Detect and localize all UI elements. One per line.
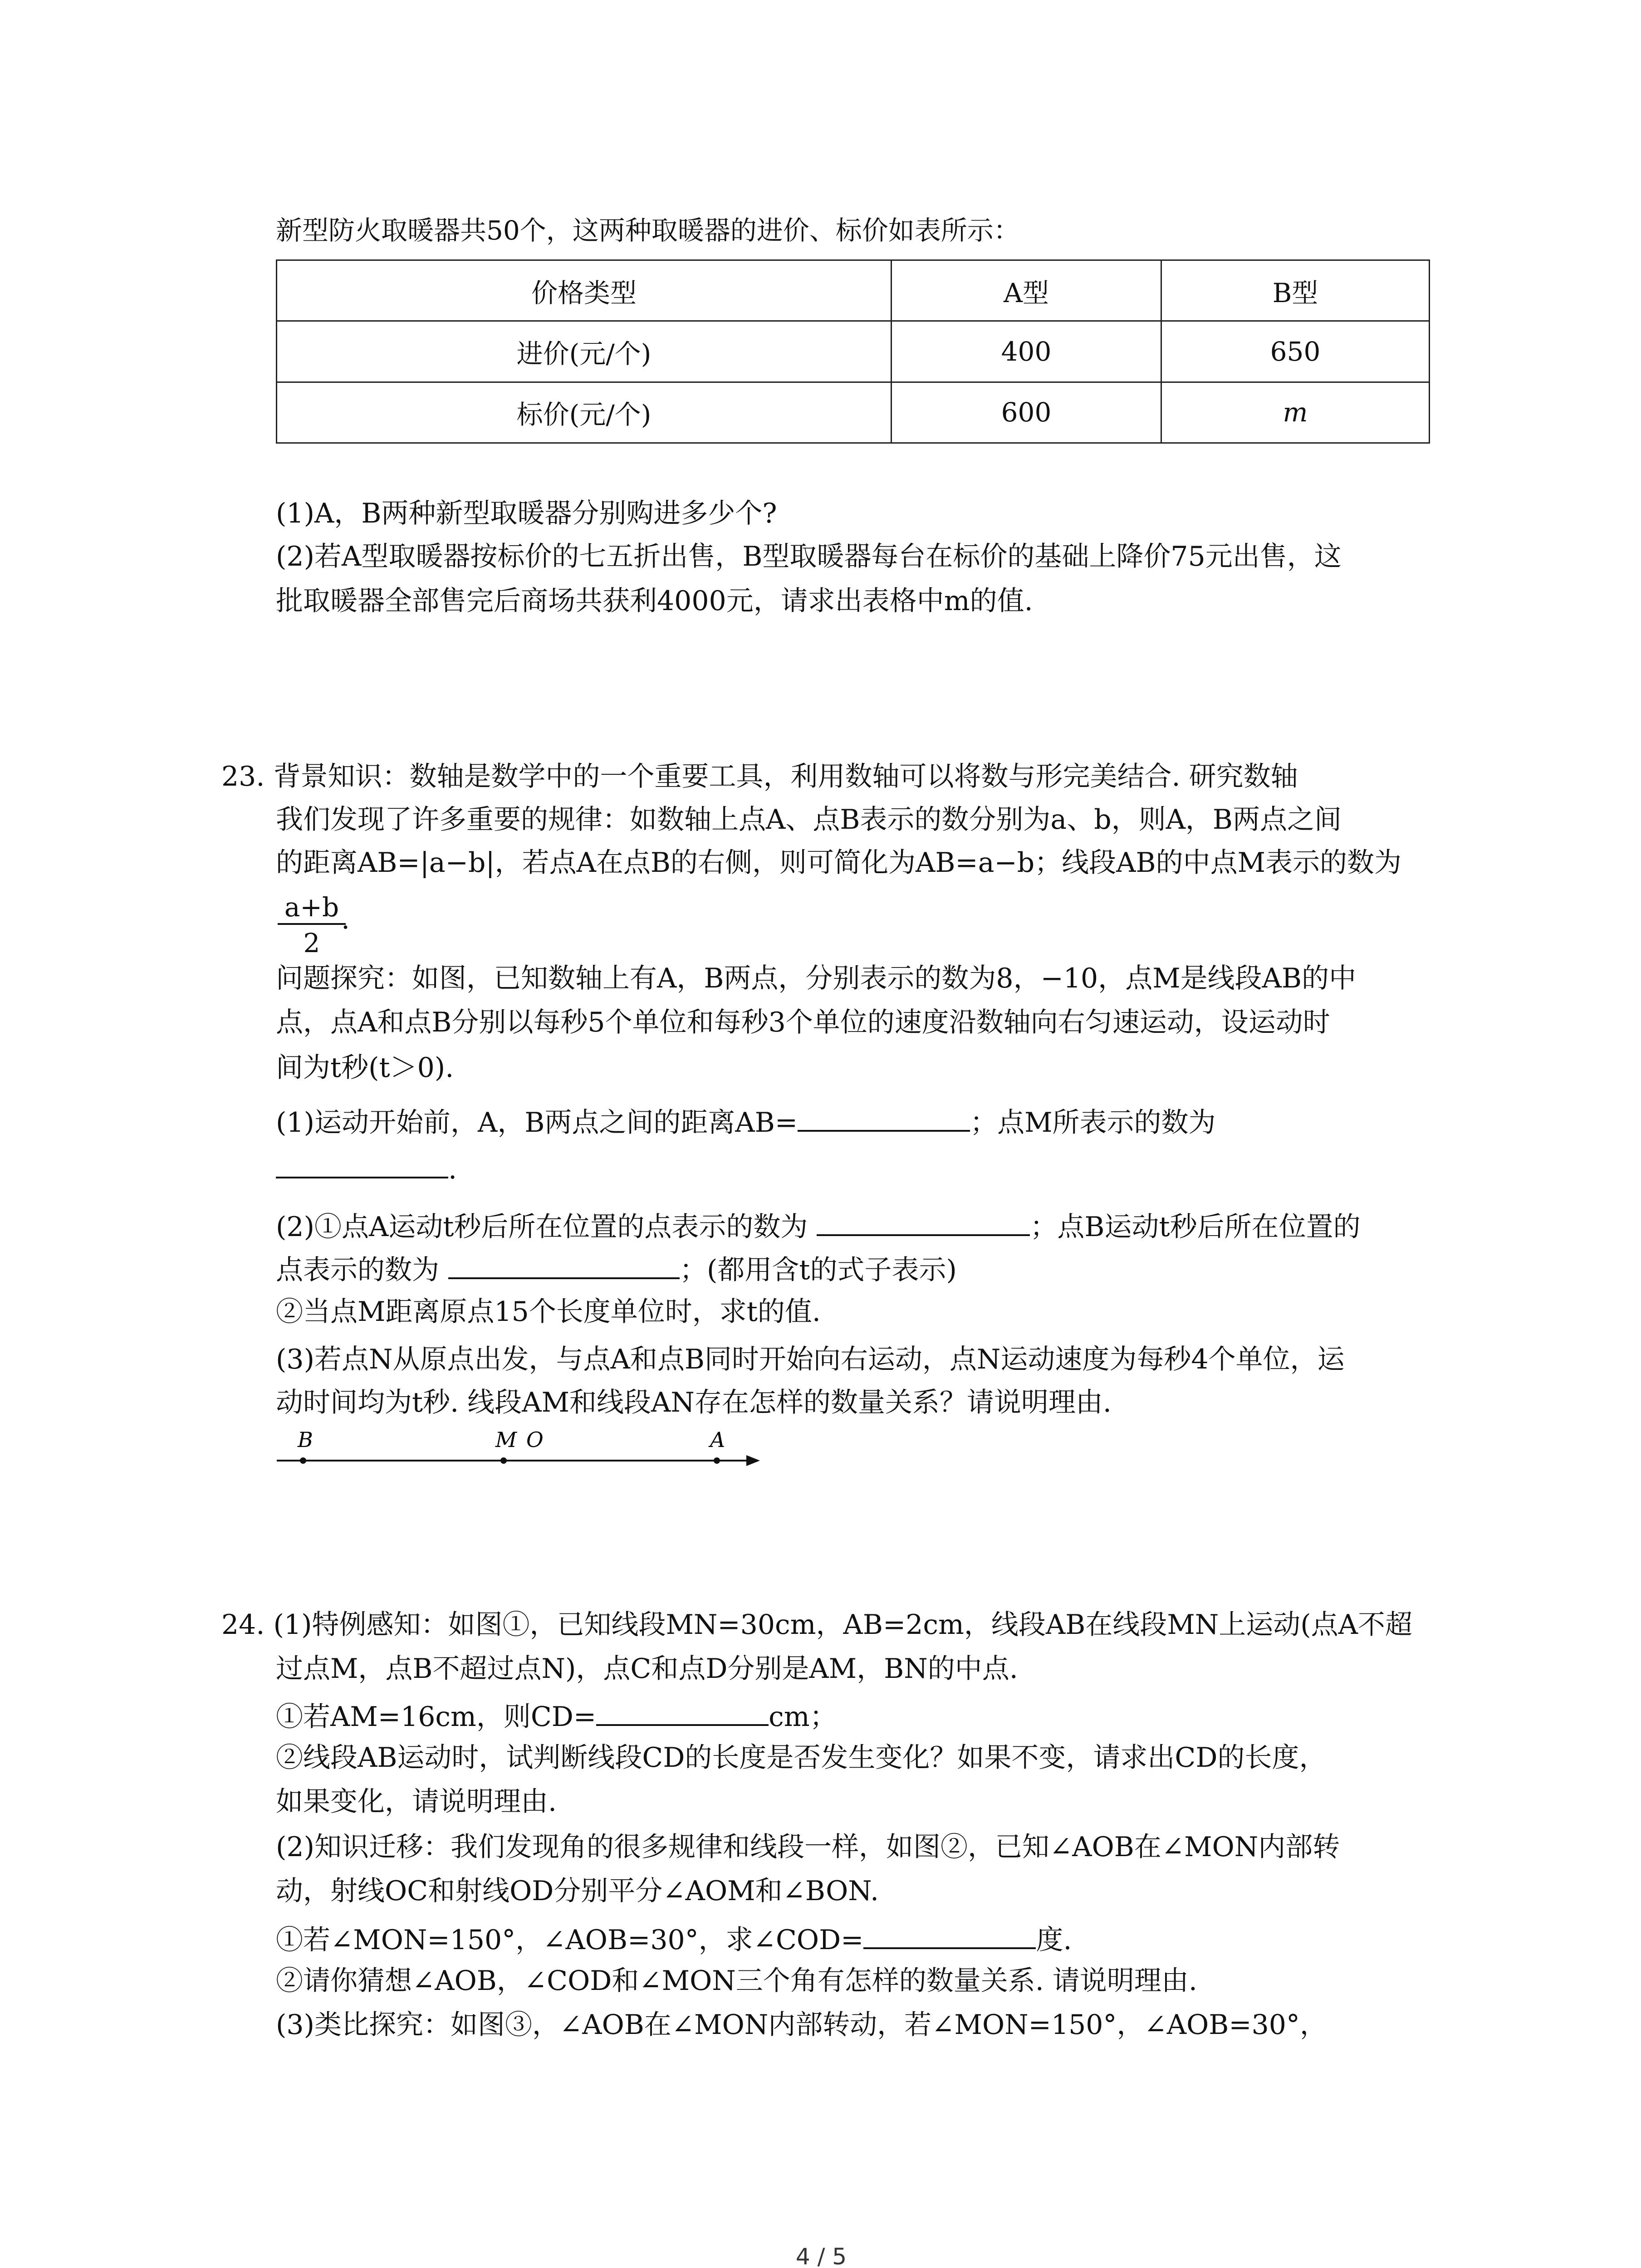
page-number: 4 / 5 [795,2244,847,2268]
q22-part2-line2: 批取暖器全部售完后商场共获利4000元，请求出表格中m的值. [276,585,1033,617]
table-cell: 650 [1161,321,1430,382]
answer-blank-a-pos[interactable] [817,1204,1030,1236]
answer-blank-cd[interactable] [596,1694,769,1726]
intro-line: 新型防火取暖器共50个，这两种取暖器的进价、标价如表所示： [276,215,1020,246]
q23-line7: 间为t秒(t＞0). [276,1052,454,1084]
midpoint-fraction [278,891,346,961]
sub1-text-b: ；点M所表示的数为 [970,1107,1216,1139]
q24-line8 [276,1917,1072,1959]
q24-line5: 如果变化，请说明理由. [276,1786,557,1818]
sub1-text-a: (1)运动开始前，A，B两点之间的距离AB= [276,1107,798,1139]
q23-sub2-cont [276,1247,957,1289]
label-m: M [495,1427,517,1452]
table-cell: 进价(元/个) [277,321,892,382]
table-row [277,321,1430,382]
table-header-cell: A型 [892,260,1161,321]
answer-blank-b-pos[interactable] [448,1247,680,1279]
fraction-denominator: 2 [303,928,320,958]
label-o: O [526,1427,544,1452]
q23-sub1 [276,1100,1216,1142]
q23-line6: 点，点A和点B分别以每秒5个单位和每秒3个单位的速度沿数轴向右匀速运动，设运动时 [276,1007,1330,1038]
q22-part1: (1)A，B两种新型取暖器分别购进多少个? [276,498,777,529]
q24-l8-text-b: 度. [1036,1924,1072,1956]
label-b: B [298,1427,313,1452]
table-row [277,382,1430,443]
point-a-dot [714,1457,720,1464]
sub2-text-c: 点表示的数为 [276,1254,439,1286]
q23-line3: 的距离AB=|a−b|，若点A在点B的右侧，则可简化为AB=a−b；线段AB的中点M表示的数为 [276,847,1402,879]
answer-blank-cod[interactable] [863,1917,1036,1949]
q23-sub1-cont [276,1147,457,1188]
sub2-text-b: ；点B运动t秒后所在位置的 [1030,1211,1361,1243]
sub2-text-a: (2)①点A运动t秒后所在位置的点表示的数为 [276,1211,808,1243]
table-cell: m [1161,382,1430,443]
q23-line2: 我们发现了许多重要的规律：如数轴上点A、点B表示的数分别为a、b，则A，B两点之间 [276,804,1342,836]
q23-line1: 23. 背景知识：数轴是数学中的一个重要工具，利用数轴可以将数与形完美结合. 研究数轴 [221,761,1298,792]
q24-line7: 动，射线OC和射线OD分别平分∠AOM和∠BON. [276,1875,879,1907]
q24-line2: 过点M，点B不超过点N)，点C和点D分别是AM，BN的中点. [276,1653,1018,1685]
table-cell: 600 [892,382,1161,443]
q24-line3 [276,1694,837,1736]
point-b-dot [300,1457,306,1464]
table-header-cell: 价格类型 [277,260,892,321]
number-line-figure [272,1424,771,1474]
table-cell: 标价(元/个) [277,382,892,443]
fraction-numerator: a+b [278,891,346,925]
q24-line10: (3)类比探究：如图③，∠AOB在∠MON内部转动，若∠MON=150°，∠AOB=30°， [276,2009,1327,2041]
table-cell: 400 [892,321,1161,382]
price-table [276,259,1430,444]
label-a: A [710,1427,725,1452]
q24-l8-text-a: ①若∠MON=150°，∠AOB=30°，求∠COD= [276,1924,864,1956]
q23-sub2 [276,1204,1361,1246]
arrow-head-icon [746,1455,760,1466]
table-header-row [277,260,1430,321]
q24-line4: ②线段AB运动时，试判断线段CD的长度是否发生变化？如果不变，请求出CD的长度， [276,1742,1327,1774]
answer-blank-ab[interactable] [798,1100,970,1132]
point-m-dot [500,1457,507,1464]
sub1-end: . [448,1154,457,1185]
q24-l3-text-a: ①若AM=16cm，则CD= [276,1701,597,1733]
answer-blank-m[interactable] [276,1147,448,1178]
q23-sub3-line1: (3)若点N从原点出发，与点A和点B同时开始向右运动，点N运动速度为每秒4个单位，运 [276,1344,1345,1375]
q24-l3-text-b: cm； [769,1701,837,1733]
q24-line1: 24. (1)特例感知：如图①，已知线段MN=30cm，AB=2cm，线段AB在线段MN上运动(点A不超 [221,1609,1412,1641]
table-header-cell: B型 [1161,260,1430,321]
q23-sub2-part2: ②当点M距离原点15个长度单位时，求t的值. [276,1296,821,1328]
q24-line6: (2)知识迁移：我们发现角的很多规律和线段一样，如图②，已知∠AOB在∠MON内部转 [276,1831,1340,1863]
q22-part2-line1: (2)若A型取暖器按标价的七五折出售，B型取暖器每台在标价的基础上降价75元出售，这 [276,541,1342,572]
q24-line9: ②请你猜想∠AOB，∠COD和∠MON三个角有怎样的数量关系. 请说明理由. [276,1965,1197,1997]
q23-line5: 问题探究：如图，已知数轴上有A，B两点，分别表示的数为8，−10，点M是线段AB的中 [276,963,1357,994]
fraction-period: . [341,904,350,935]
q23-sub3-line2: 动时间均为t秒. 线段AM和线段AN存在怎样的数量关系？请说明理由. [276,1387,1112,1418]
sub2-text-d: ；(都用含t的式子表示) [680,1254,957,1286]
